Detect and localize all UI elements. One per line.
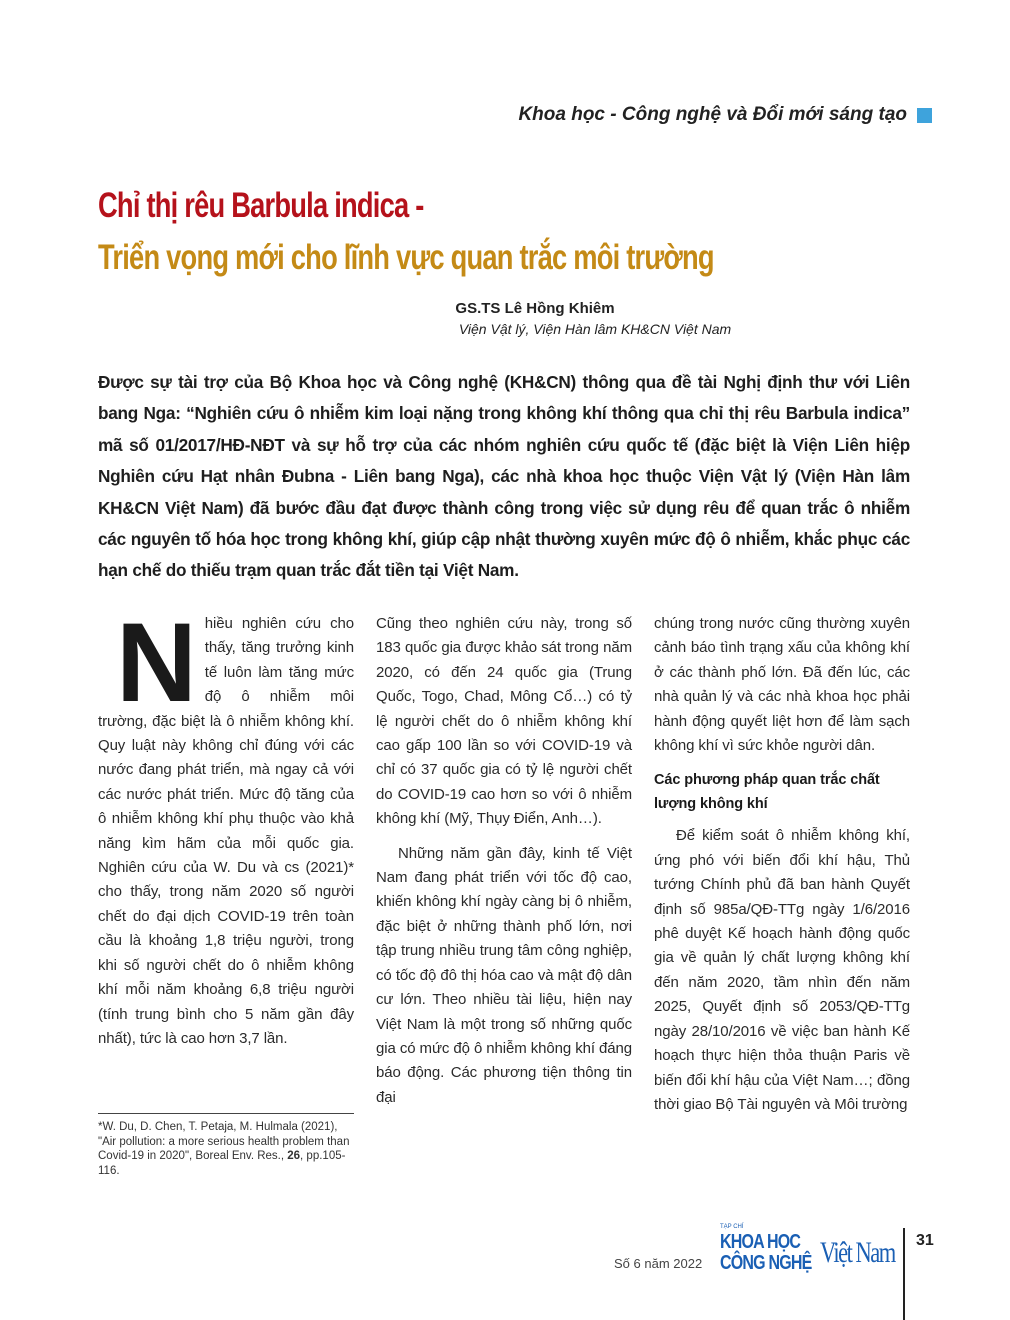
author-affiliation: Viện Vật lý, Viện Hàn lâm KH&CN Việt Nam <box>458 321 732 337</box>
issue-label: Số 6 năm 2022 <box>614 1256 703 1271</box>
logo-line-2: CÔNG NGHỆ <box>720 1252 812 1274</box>
footnote-volume: 26 <box>287 1150 301 1163</box>
footnote-text-before: *W. Du, D. Chen, T. Petaja, M. Hulmala (2021), "Air pollution: a more serious health problem than Covid-19 in 2020", Boreal Env. Res., <box>98 1121 350 1163</box>
col1-paragraph-1: hiều nghiên cứu cho thấy, tăng trưởng kinh tế luôn làm tăng mức độ ô nhiễm môi trường, đặc biệt là ô nhiễm không khí. Quy luật này không chỉ đúng với các nước đang phát triển, mà ngay cả với các nước phát triển. Mức độ tăng của ô nhiễm không khí phụ thuộc vào khả năng kìm hãm của mỗi quốc gia. Nghiên cứu của W. Du và cs (2021)* cho thấy, trong năm 2020 số người chết do đại dịch COVID-19 trên toàn cầu là khoảng 1,8 triệu người, trong khi số người chết do ô nhiễm không khí mỗi năm khoảng 6,8 triệu người (tính trung bình cho 5 năm gần đây nhất), tức là cao hơn 3,7 lần. <box>98 615 354 1047</box>
page-number: 31 <box>916 1232 934 1249</box>
page-number-divider <box>903 1228 905 1320</box>
logo-small-text: TẠP CHÍ <box>720 1224 744 1230</box>
author-block <box>0 300 1010 337</box>
body-column-3 <box>654 612 910 1117</box>
section-header <box>518 104 932 126</box>
col3-subheading: Các phương pháp quan trắc chất lượng không khí <box>654 772 880 813</box>
section-label: Khoa học - Công nghệ và Đổi mới sáng tạo <box>518 104 907 125</box>
col2-paragraph-1: Cũng theo nghiên cứu này, trong số 183 quốc gia được khảo sát trong năm 2020, có đến 24 quốc gia (Trung Quốc, Togo, Chad, Mông Cổ…) có tỷ lệ người chết do ô nhiễm không khí cao gấp 100 lần so với COVID-19 và chỉ có 37 quốc gia có tỷ lệ người chết do COVID-19 cao hơn so với ô nhiễm không khí (Mỹ, Thụy Điển, Anh…). <box>376 615 632 828</box>
footnote-divider <box>98 1113 354 1114</box>
footnote-text-after: , pp.105-116. <box>98 1150 346 1177</box>
drop-cap: N <box>116 600 197 725</box>
body-column-1 <box>98 600 354 1051</box>
magazine-logo <box>720 1224 895 1280</box>
logo-line-3: Việt Nam <box>820 1236 895 1269</box>
col3-paragraph-1: chúng trong nước cũng thường xuyên cảnh báo tình trạng xấu của không khí ở các thành phố lớn. Đã đến lúc, các nhà quản lý và các nhà khoa học phải hành động quyết liệt hơn để làm sạch không khí vì sức khỏe người dân. <box>654 615 910 755</box>
title-line-2: Triển vọng mới cho lĩnh vực quan trắc môi trường <box>98 238 714 277</box>
lead-paragraph: Được sự tài trợ của Bộ Khoa học và Công nghệ (KH&CN) thông qua đề tài Nghị định thư với Liên bang Nga: “Nghiên cứu ô nhiễm kim loại nặng trong không khí thông qua chỉ thị rêu Barbula indica” mã số 01/2017/HĐ-NĐT và sự hỗ trợ của các nhóm nghiên cứu quốc tế (đặc biệt là Viện Liên hiệp Nghiên cứu Hạt nhân Đubna - Liên bang Nga), các nhà khoa học thuộc Viện Vật lý (Viện Hàn lâm KH&CN Việt Nam) đã bước đầu đạt được thành công trong việc sử dụng rêu để quan trắc ô nhiễm các nguyên tố hóa học trong không khí, giúp cập nhật thường xuyên mức độ ô nhiễm, khắc phục các hạn chế do thiếu trạm quan trắc đắt tiền tại Việt Nam. <box>98 372 910 581</box>
article-title <box>98 180 738 284</box>
author-name: GS.TS Lê Hồng Khiêm <box>455 300 615 317</box>
col3-paragraph-2: Để kiểm soát ô nhiễm không khí, ứng phó với biến đổi khí hậu, Thủ tướng Chính phủ đã ban hành Quyết định số 985a/QĐ-TTg ngày 1/6/2016 phê duyệt Kế hoạch hành động quốc gia về quản lý chất lượng không khí đến năm 2020, tầm nhìn đến năm 2025, Quyết định số 2053/QĐ-TTg ngày 28/10/2016 về việc ban hành Kế hoạch thực hiện thỏa thuận Paris về biến đổi khí hậu của Việt Nam…; đồng thời giao Bộ Tài nguyên và Môi trường <box>654 827 910 1113</box>
section-square-icon <box>917 108 932 123</box>
logo-line-1: KHOA HỌC <box>720 1231 801 1253</box>
title-line-1: Chỉ thị rêu Barbula indica - <box>98 186 424 225</box>
col2-paragraph-2: Những năm gần đây, kinh tế Việt Nam đang phát triển với tốc độ cao, khiến không khí ngày càng bị ô nhiễm, đặc biệt ở những thành phố lớn, nơi tập trung nhiều trung tâm công nghiệp, có tốc độ đô thị hóa cao và mật độ dân cư lớn. Theo nhiều tài liệu, hiện nay Việt Nam là một trong số những quốc gia có mức độ ô nhiễm không khí đáng báo động. Các phương tiện thông tin đại <box>376 844 632 1106</box>
footnote <box>98 1120 354 1178</box>
body-column-2 <box>376 612 632 1110</box>
